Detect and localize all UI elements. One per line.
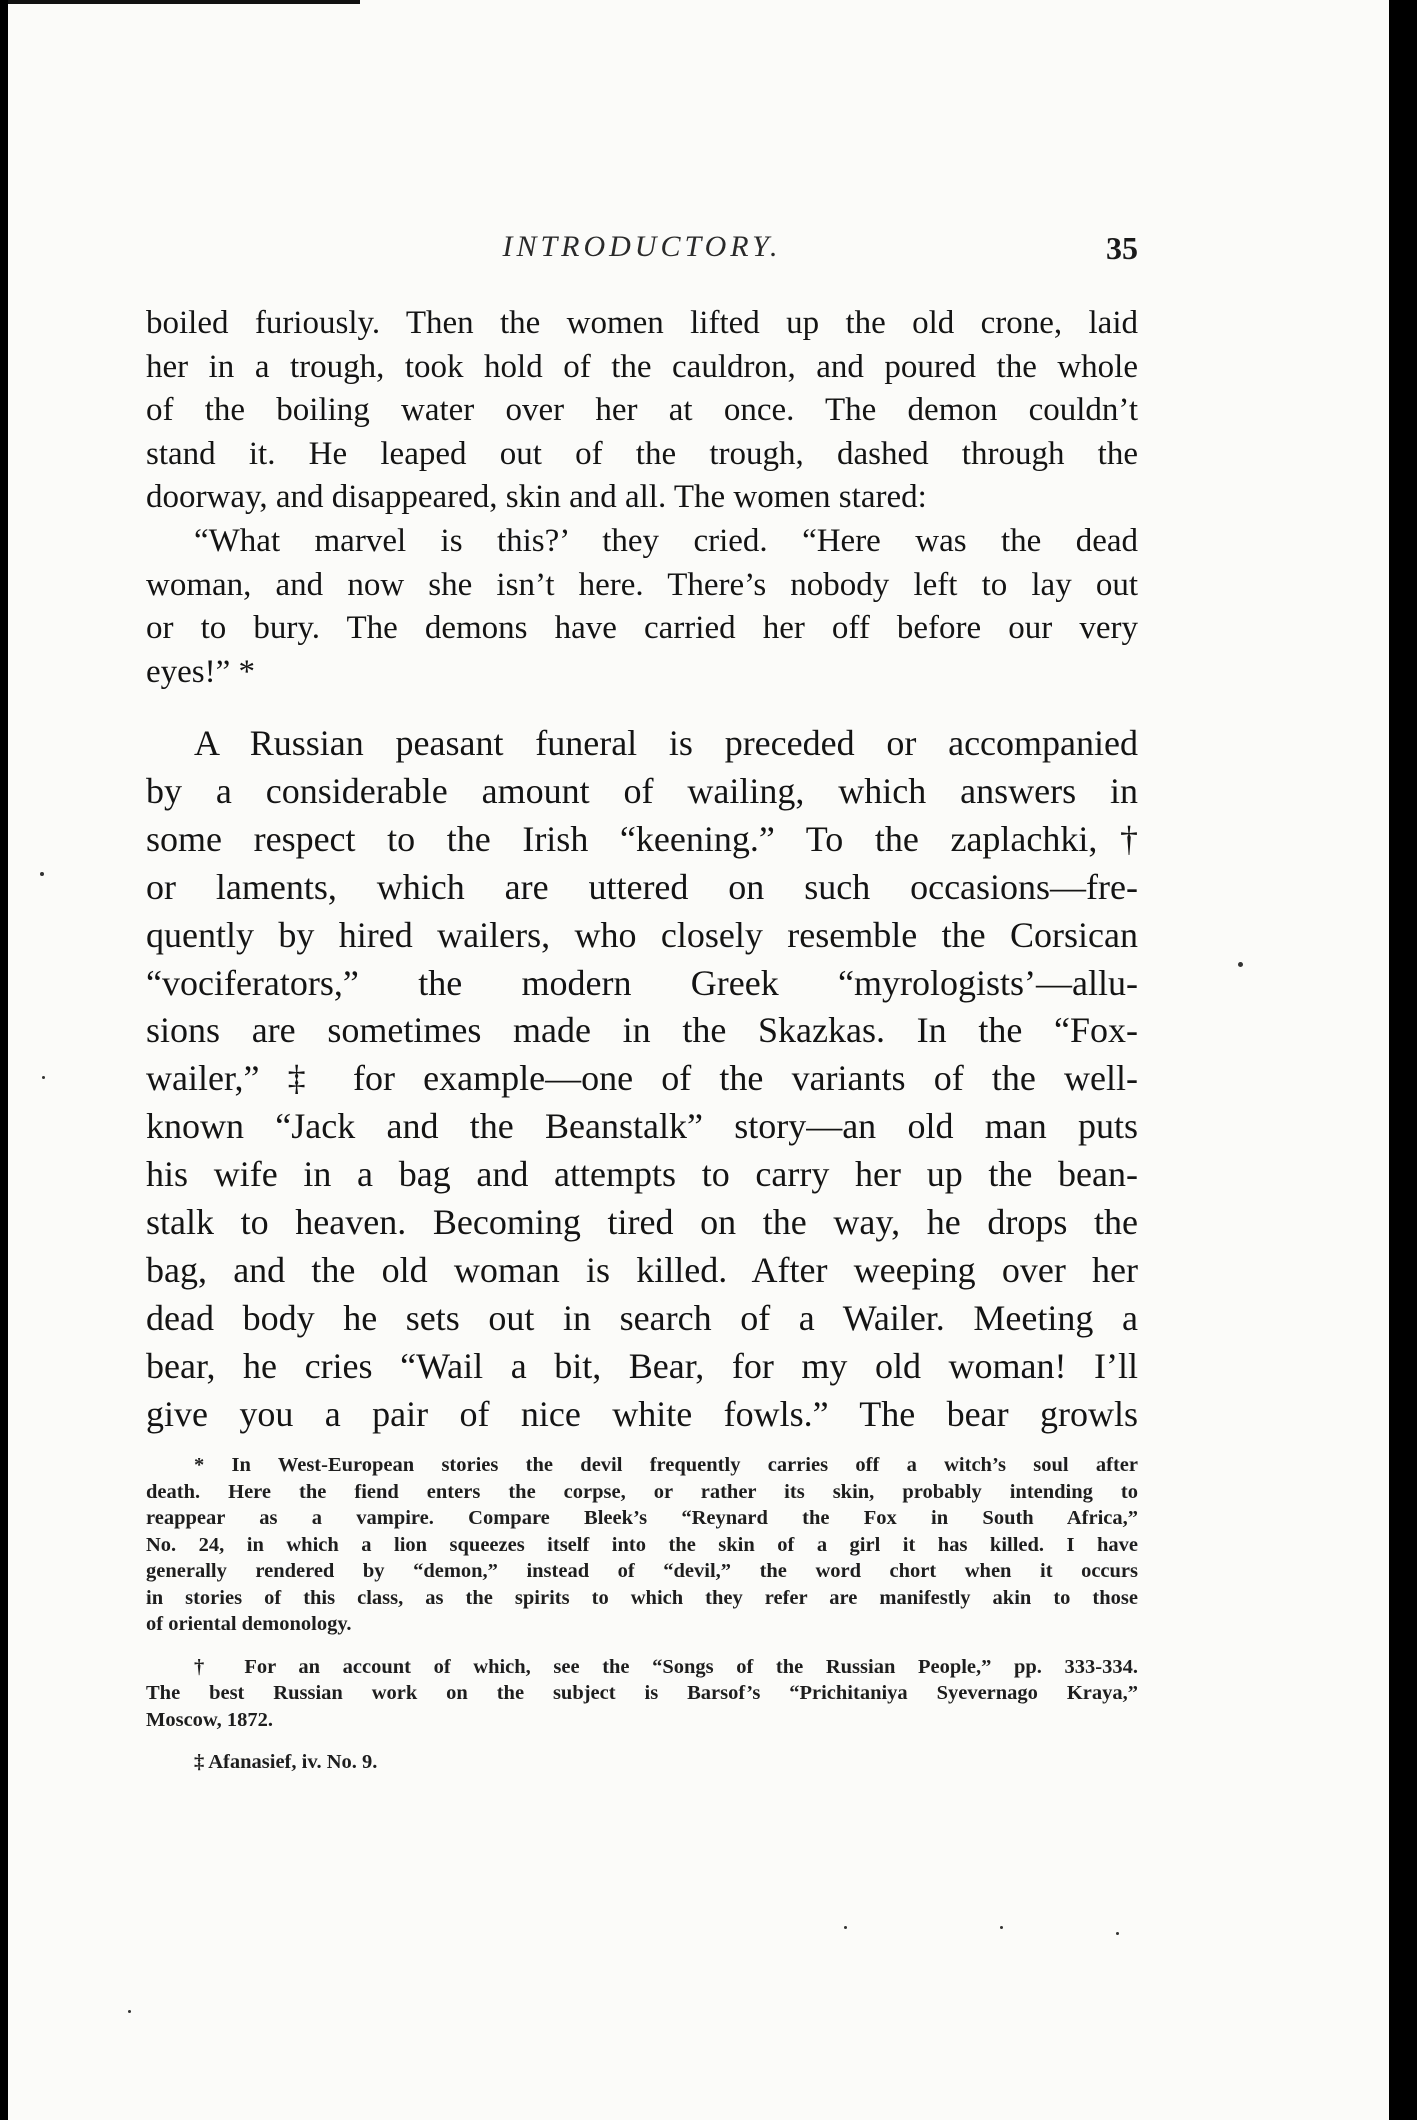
footnote-line: The best Russian work on the subject is Barsof’s “Prichitaniya Syevernago Kraya,” xyxy=(146,1682,1138,1704)
footnote-line: reappear as a vampire. Compare Bleek’s “Reynard the Fox in South Africa,” xyxy=(146,1507,1138,1529)
paragraph-line: bag, and the old woman is killed. After weeping over her xyxy=(146,1249,1138,1290)
footnotes xyxy=(146,1452,1138,1776)
scan-speck xyxy=(1238,962,1243,967)
running-head-title: INTRODUCTORY. xyxy=(502,230,782,263)
text-line: her in a trough, took hold of the cauldron, and poured the whole xyxy=(146,348,1138,385)
footnote-line: † For an account of which, see the “Songs of the Russian People,” pp. 333-334. xyxy=(194,1655,1138,1678)
text-line: of the boiling water over her at once. The demon couldn’t xyxy=(146,392,1138,429)
page-number: 35 xyxy=(1106,230,1138,266)
scan-edge xyxy=(8,0,360,4)
text-line: boiled furiously. Then the women lifted up the old crone, laid xyxy=(146,305,1138,341)
scan-speck xyxy=(128,2010,131,2013)
main-paragraph xyxy=(146,720,1138,1439)
text-line: doorway, and disappeared, skin and all. The women stared: xyxy=(146,479,927,516)
quote-line: “What marvel is this?’ they cried. “Here was the dead xyxy=(194,522,1138,559)
footnote-line: generally rendered by “demon,” instead of “devil,” the word chort when it occurs xyxy=(146,1560,1138,1582)
paragraph-line: quently by hired wailers, who closely resemble the Corsican xyxy=(146,914,1138,955)
scan-speck xyxy=(1000,1926,1003,1929)
footnote-line: No. 24, in which a lion squeezes itself into the skin of a girl it has killed. I have xyxy=(146,1533,1138,1556)
paragraph-line: or laments, which are uttered on such occasions—fre- xyxy=(146,866,1138,907)
footnote-double-dagger xyxy=(146,1749,1138,1776)
paragraph-line: give you a pair of nice white fowls.” The bear growls xyxy=(146,1393,1138,1434)
quote-line: or to bury. The demons have carried her off before our very xyxy=(146,610,1138,647)
paragraph-line: known “Jack and the Beanstalk” story—an old man puts xyxy=(146,1106,1138,1147)
running-header xyxy=(146,230,1138,270)
footnote-line: Moscow, 1872. xyxy=(146,1708,273,1731)
text-line: stand it. He leaped out of the trough, dashed through the xyxy=(146,435,1138,472)
paragraph-line: A Russian peasant funeral is preceded or accompanied xyxy=(194,723,1138,763)
quote-line: woman, and now she isn’t here. There’s nobody left to lay out xyxy=(146,566,1138,603)
paragraph-line: wailer,” ‡ for example—one of the variants of the well- xyxy=(146,1058,1138,1099)
paragraph-line: by a considerable amount of wailing, which answers in xyxy=(146,770,1138,811)
paragraph-line: dead body he sets out in search of a Wailer. Meeting a xyxy=(146,1297,1138,1338)
top-text-block xyxy=(146,302,1138,694)
footnote-line: * In West-European stories the devil frequently carries off a witch’s soul after xyxy=(194,1454,1138,1476)
scan-speck xyxy=(42,1076,45,1079)
paragraph-line: bear, he cries “Wail a bit, Bear, for my old woman! I’ll xyxy=(146,1345,1138,1386)
footnote-line: in stories of this class, as the spirits to which they refer are manifestly akin to those xyxy=(146,1586,1138,1609)
footnote-gap xyxy=(146,1638,1138,1654)
footnote-star xyxy=(146,1452,1138,1638)
footnote-dagger xyxy=(146,1654,1138,1734)
paragraph-line: sions are sometimes made in the Skazkas. In the “Fox- xyxy=(146,1010,1138,1051)
footnote-gap xyxy=(146,1733,1138,1749)
footnote-line: death. Here the fiend enters the corpse, or rather its skin, probably intending to xyxy=(146,1480,1138,1503)
paragraph-line: some respect to the Irish “keening.” To the zaplachki,† xyxy=(146,818,1138,859)
scan-speck xyxy=(844,1926,847,1929)
footnote-line: of oriental demonology. xyxy=(146,1613,352,1635)
quote-line: eyes!” * xyxy=(146,653,256,690)
scan-speck xyxy=(40,872,44,876)
paragraph-line: stalk to heaven. Becoming tired on the way, he drops the xyxy=(146,1202,1138,1243)
paragraph-line: “vociferators,” the modern Greek “myrologists’—allu- xyxy=(146,962,1138,1003)
paragraph-line: his wife in a bag and attempts to carry her up the bean- xyxy=(146,1154,1138,1195)
footnote-line: ‡ Afanasief, iv. No. 9. xyxy=(194,1751,378,1773)
scan-speck xyxy=(1116,1932,1119,1935)
